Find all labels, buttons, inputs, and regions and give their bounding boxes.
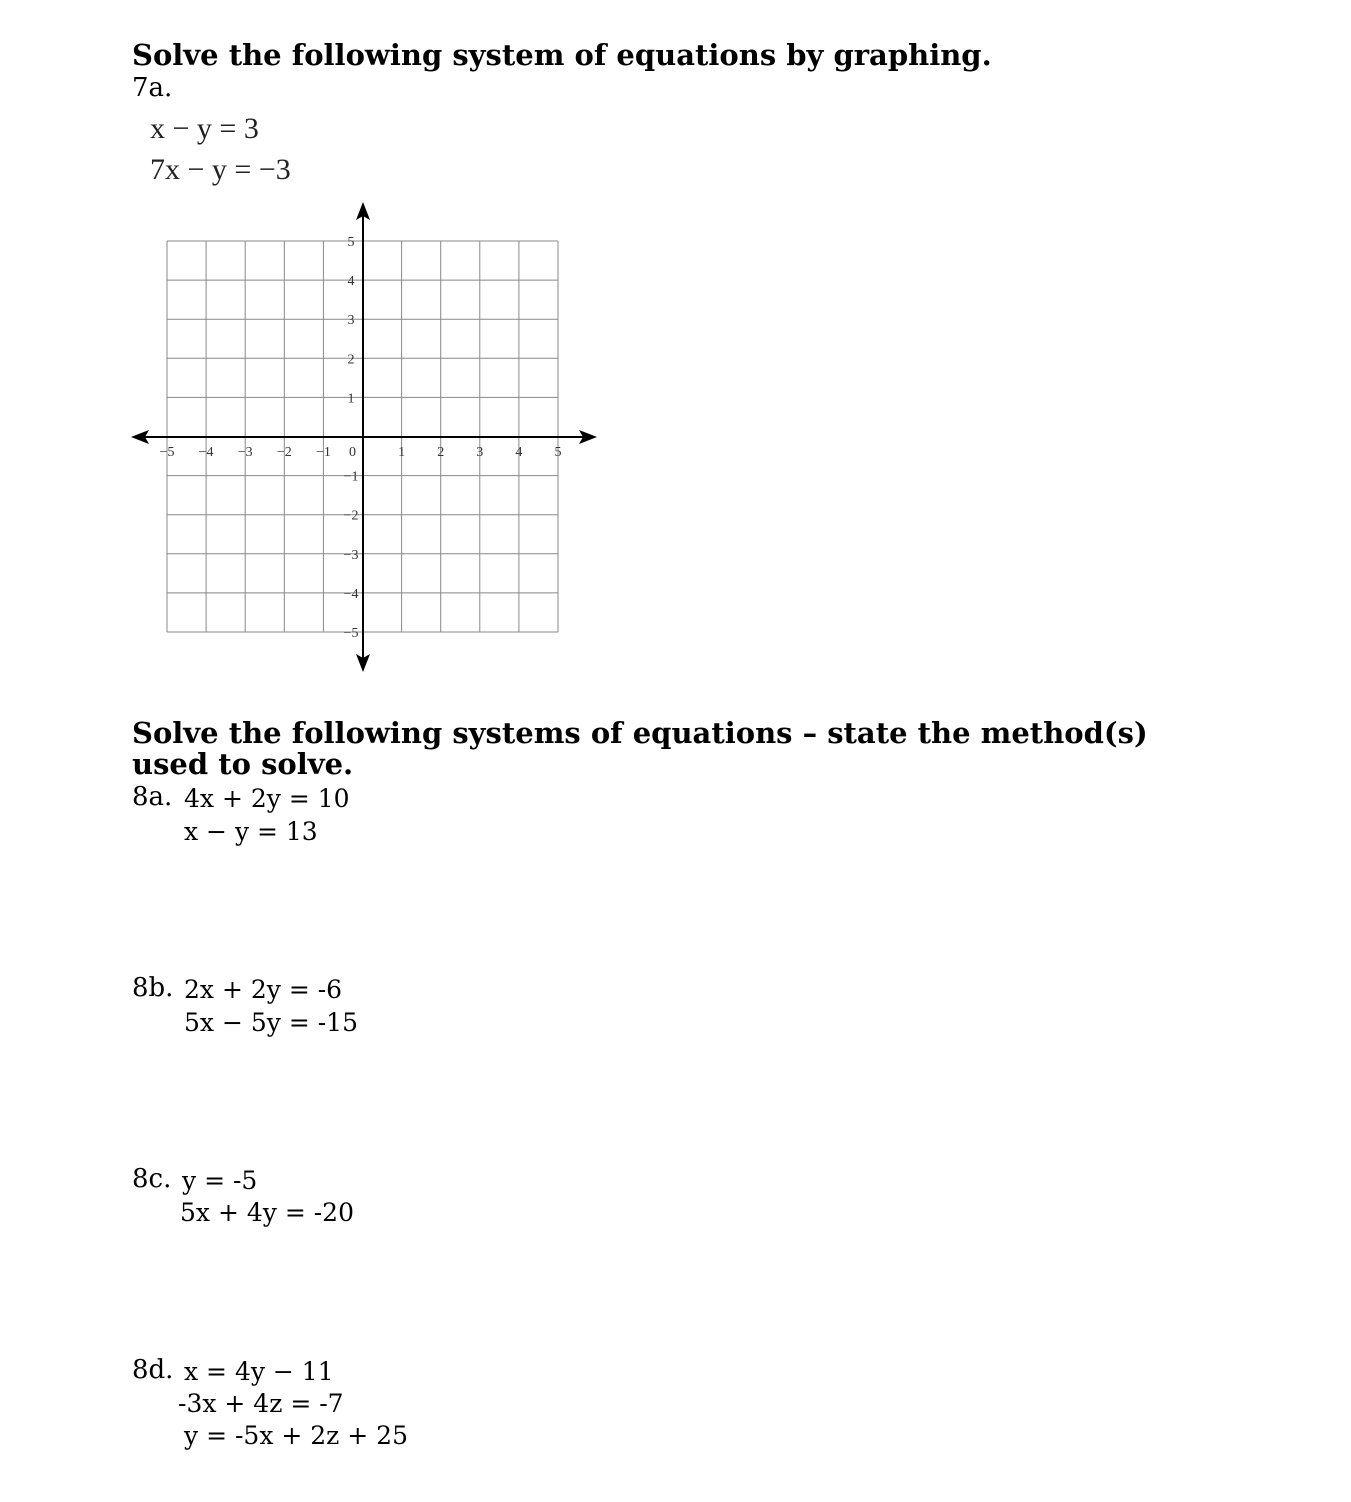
- problem-8d-equation-2: -3x + 4z = -7: [178, 1389, 344, 1418]
- y-tick-label: 1: [347, 391, 355, 407]
- section-8-heading: Solve the following systems of equations – state the method(s) used to solve.: [132, 716, 1148, 781]
- problem-8a-equation-2: x − y = 13: [184, 817, 318, 846]
- y-tick-label: 5: [347, 235, 355, 250]
- problem-8d-equation-1: x = 4y − 11: [184, 1357, 334, 1386]
- x-tick-label: 2: [437, 445, 445, 460]
- axes: [137, 208, 593, 666]
- problem-8b-equation-2: 5x − 5y = -15: [184, 1008, 358, 1037]
- problem-7a-equation-1: x − y = 3: [150, 112, 259, 145]
- y-tick-label: 4: [347, 274, 355, 290]
- problem-8b-label: 8b.: [132, 973, 174, 1003]
- section-7-heading: Solve the following system of equations by graphing.: [132, 38, 992, 72]
- problem-8a-equation-1: 4x + 2y = 10: [184, 784, 350, 813]
- x-tick-label: 5: [554, 445, 562, 460]
- problem-8c-equation-2: 5x + 4y = -20: [180, 1198, 354, 1227]
- x-tick-label: −4: [198, 445, 214, 460]
- y-tick-label: 3: [347, 313, 355, 329]
- problem-8c-label: 8c.: [132, 1164, 172, 1194]
- coordinate-grid[interactable]: [125, 198, 605, 678]
- y-tick-label: −2: [343, 508, 359, 524]
- problem-7a-label: 7a.: [132, 73, 173, 103]
- problem-8a-label: 8a.: [132, 782, 173, 812]
- x-tick-label: 3: [476, 445, 484, 460]
- problem-7a-equation-2: 7x − y = −3: [150, 153, 291, 186]
- problem-8d-equation-3: y = -5x + 2z + 25: [184, 1421, 408, 1450]
- y-tick-label: −4: [343, 586, 359, 602]
- problem-8b-equation-1: 2x + 2y = -6: [184, 975, 343, 1004]
- x-tick-label: −1: [315, 445, 331, 460]
- x-tick-label: −2: [276, 445, 292, 460]
- x-tick-label: 1: [398, 445, 406, 460]
- problem-8d-label: 8d.: [132, 1355, 174, 1385]
- x-tick-label: 0: [349, 445, 356, 460]
- y-tick-label: −5: [343, 626, 359, 641]
- problem-8c-equation-1: y = -5: [182, 1166, 258, 1195]
- x-tick-label: −3: [237, 445, 253, 460]
- y-tick-label: −3: [343, 547, 359, 563]
- x-tick-label: −5: [159, 445, 175, 460]
- x-tick-label: 4: [515, 445, 523, 460]
- y-tick-label: 2: [347, 352, 355, 368]
- y-tick-label: −1: [343, 469, 359, 485]
